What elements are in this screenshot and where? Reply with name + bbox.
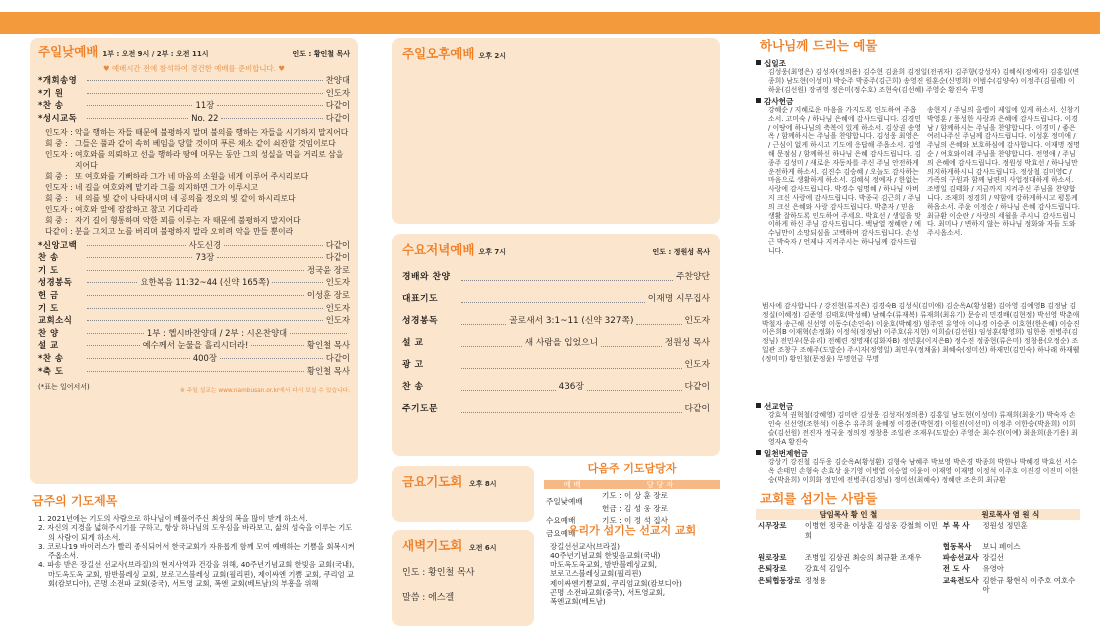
order-detail: 11장 (195, 100, 215, 111)
order-detail: 요한복음 11:32~44 (신약 165쪽) (140, 277, 270, 288)
dot-leader (87, 270, 304, 271)
servant-row (756, 563, 1080, 574)
sunday-morning-title: 주일낮예배 (38, 44, 99, 59)
dot-leader (587, 390, 682, 391)
next-week-service: 수요예배 (546, 516, 576, 526)
dot-leader (87, 345, 140, 346)
servant-names (803, 541, 941, 552)
mission-item: 제이싸엔기쁨교회, 쿠리엄교회(캄보디아) (550, 578, 682, 588)
senior-pastor: 담임목사 황 인 철 (819, 510, 878, 520)
servant-role: 시무장로 (758, 521, 787, 531)
left-column (30, 38, 358, 590)
dawn-word: 말씀 : 에스겔 (402, 592, 455, 603)
order-label: *찬 송 (38, 100, 64, 111)
order-row (38, 88, 350, 101)
servant-names: 보니 페이스 (982, 541, 1021, 551)
dawn-time: 오전 6시 (468, 544, 497, 552)
order-detail: 사도신경 (188, 239, 222, 250)
order-detail: No. 22 (191, 113, 219, 124)
order-row (38, 290, 350, 303)
order-person: 다같이 (325, 252, 350, 263)
mission-heading: 선교헌금 (756, 402, 1080, 411)
order-person: 다같이 (325, 113, 350, 124)
dot-leader (87, 320, 323, 321)
order-row (38, 328, 350, 341)
order-person: 주찬양단 (676, 271, 710, 282)
standing-note: (*표는 일어서서) (38, 383, 90, 392)
right-column (756, 38, 1080, 598)
dot-leader (87, 80, 323, 81)
order-row (38, 340, 350, 353)
order-label: 찬 송 (402, 381, 424, 392)
order-row (38, 240, 350, 253)
dot-leader (461, 324, 506, 325)
thanks-heading: 감사헌금 (756, 97, 1080, 106)
responsive-speaker: 회 중 : (45, 138, 68, 148)
thanks-extra: 범사에 감사합니다 / 강진현(류지은) 김경숙B 김성식(김미애) 김순옥A(황성환) 김아영 김예영B 김정남 김정실(이혜정) 김준영 김태호(박성혜) 남혜수(류재복) 류재희(최유기) 문승리 민경배(김현정) 박선영 박춘애 박철자 송근해 신선영 이동수(손인숙) 이윤호(박혜정) 엄주연 유영아 이나경 이승준 이호현(한은혜) 이승진 이은희B 이재혁(손정화) 이정석(정정남) 이주호(유지현) 이희슬(김선원) 임성훈(황영희) 임한용 전병주(김정님) 전민우(문유리) 전혜련 정명재(김화자B) 정민훈(이지은B) 정수진 정종현(류은미) 정창용(오정순) 조일관 조창구 조해주(도말순) 주시자(정영일) 최민우(정채울) 최혜숙(정미선) 하재민(김민숙) 하나래 하재웰(정미미) 황인철(문정윤) 무명헌금 무명 (762, 301, 1080, 363)
order-person: 인도자 (325, 277, 350, 288)
next-week-person: 기도 : 이 정 석 집사 (602, 516, 668, 526)
order-label: 성경봉독 (402, 315, 438, 326)
servant-names: 조병일 김상권 최승의 최규환 조재우 (804, 553, 922, 563)
servant-role: 은퇴장로 (758, 564, 787, 574)
dot-leader (87, 295, 304, 296)
missionaries-title: 우리가 섬기는 선교지 교회 (567, 524, 697, 537)
dawn-leader: 인도 : 황인철 목사 (402, 567, 475, 578)
order-label: 찬 양 (38, 327, 59, 338)
dawn-title: 새벽기도회 (402, 538, 463, 553)
next-week-head-service: 예 배 (563, 479, 581, 489)
sunday-morning-box (30, 38, 358, 484)
order-row (402, 266, 710, 288)
responsive-text: 악을 행하는 자들 때문에 불평하지 말며 불의를 행하는 자들을 시기하지 말지어다 (75, 127, 349, 137)
dot-leader (461, 412, 682, 413)
next-week-person: 기도 : 이 상 훈 장로 (602, 491, 668, 501)
servant-row (756, 575, 1080, 596)
order-row (402, 354, 710, 376)
responsive-text: 여호와 앞에 잠잠하고 참고 기다리라 (75, 204, 198, 214)
wednesday-order (402, 266, 710, 420)
order-row (38, 353, 350, 366)
order-label: 대표기도 (402, 293, 438, 304)
sunday-morning-leader: 인도 : 황인철 목사 (292, 50, 350, 58)
order-row (38, 366, 350, 379)
order-label: 광 고 (402, 359, 424, 370)
order-label: *개회송영 (38, 75, 78, 86)
order-person: 인도자 (684, 359, 710, 370)
responsive-speaker: 회 중 : (45, 171, 68, 181)
order-person: 이재명 시무집사 (647, 293, 710, 304)
responsive-speaker: 인도자 : (45, 182, 73, 192)
order-detail: 예수께서 눈물을 흘리시더라! (142, 340, 249, 351)
header-bar (0, 12, 1100, 34)
order-label: 찬 송 (38, 252, 59, 263)
responsive-speaker: 인도자 : (45, 204, 73, 214)
order-row (402, 288, 710, 310)
dot-leader (220, 358, 323, 359)
order-row (38, 113, 350, 126)
sunday-afternoon-time: 오후 2시 (478, 52, 507, 60)
responsive-line (45, 127, 350, 138)
dot-leader (272, 282, 322, 283)
servant-names: 장길선 (982, 553, 1004, 563)
mission-item: 마도옥도옥교회, 밤반블레싱교회, (550, 560, 658, 570)
order-label: *찬 송 (38, 352, 64, 363)
order-label: 설 교 (402, 337, 424, 348)
order-detail: 새 사람을 입었으니 (524, 337, 599, 348)
prayer-item: 2. 자신의 지경을 넓혀주시기를 구하고, 항상 하나님의 도우심을 바라보고, 삶의 성숙을 이루는 기도의 사람이 되게 하소서. (38, 523, 353, 542)
order-person: 다같이 (325, 100, 350, 111)
wednesday-leader: 인도 : 정원성 목사 (652, 248, 710, 256)
prayer-item: 1. 2021년에는 기도의 사람으로 하나님이 베풀어주신 최상의 복을 많이 받게 하소서. (38, 514, 308, 523)
servant-role: 전 도 사 (942, 564, 970, 574)
order-label: 기 도 (38, 264, 59, 275)
order-person: 인도자 (325, 302, 350, 313)
dot-leader (87, 245, 186, 246)
wednesday-time: 오후 7시 (478, 248, 507, 256)
responsive-text: 네 의를 빛 같이 나타내시며 네 공의를 정오의 빛 같이 하시리로다 (75, 193, 296, 203)
responsive-text: 그들은 풀과 같이 속히 베임을 당할 것이며 푸른 채소 같이 쇠잔할 것임이로다 (75, 138, 336, 148)
responsive-line (45, 149, 350, 171)
servant-names: 이병헌 정국윤 이상훈 김성웅 강철희 이민희 (804, 521, 938, 540)
middle-column (392, 38, 720, 606)
mission-item: 보로고스블레싱교회(필리핀) (550, 569, 642, 579)
next-week-title: 다음주 기도담당자 (587, 462, 677, 475)
servant-role (756, 541, 803, 552)
offerings-title: 하나님께 드리는 예물 (760, 38, 878, 53)
dot-leader (224, 245, 323, 246)
emeritus-pastor: 원로목사 염 원 식 (981, 510, 1040, 520)
dot-leader (601, 346, 662, 347)
mission-item: 곤명 소전파교회(중국), 서트영교회, (550, 587, 666, 597)
order-row (38, 265, 350, 278)
sunday-morning-times: 1부 : 오전 9시 / 2부 : 오전 11시 (102, 50, 209, 58)
responsive-line (45, 138, 350, 149)
prayer-topics-section (30, 494, 358, 588)
order-person: 다같이 (684, 381, 710, 392)
dot-leader (87, 118, 188, 119)
order-row (38, 315, 350, 328)
responsive-text: 여호와를 의뢰하고 선을 행하라 땅에 머무는 동안 그의 성실을 먹을 거리로 삼을지어다 (75, 149, 344, 170)
sunday-afternoon-title: 주일오후예배 (402, 46, 475, 61)
mission-item: 폭엔교회(베트남) (550, 596, 606, 606)
friday-time: 오후 8시 (468, 480, 497, 488)
order-detail: 400장 (192, 352, 217, 363)
order-person: 정원성 목사 (664, 337, 710, 348)
dot-leader (461, 346, 522, 347)
dot-leader (461, 280, 673, 281)
sunday-afternoon-box (392, 38, 720, 224)
missionaries-list (544, 542, 720, 606)
servant-names: 김한규 황현식 이주호 여호수아 (982, 575, 1076, 594)
servant-names: 정원성 정민훈 (982, 521, 1028, 531)
order-row (402, 332, 710, 354)
dot-leader (87, 257, 192, 258)
dot-leader (87, 105, 192, 106)
servants-title: 교회를 섬기는 사람들 (760, 490, 878, 506)
servant-role: 교육전도사 (942, 575, 979, 585)
prayer-item: 3. 코로나19 바이러스가 빨리 종식되어서 한국교회가 자유롭게 함께 모여 예배하는 기쁨을 회복시켜 주옵소서. (38, 541, 355, 561)
friday-box (392, 466, 534, 522)
order-person: 황인철 목사 (306, 365, 350, 376)
order-row (38, 252, 350, 265)
dot-leader (290, 333, 347, 334)
thanks-left: 강혜순 / 지혜로운 마음을 가지도록 인도하여 주옵소서. 고미숙 / 하나님 은혜에 감사드립니다. 김경민 / 이땅에 하나님의 축복이 있게 하소서. 김상권 송영옥 / 함께하시는 주님을 찬양합니다. 김성웅 최영은 / 근심이 없게 하시고 기도에 응답해 주옵소서. 김영해 문점심 / 함께하신 하나님 은혜 감사드립니다. 김종주 김성미 / 새로운 자동차를 주신 주님 안전하게 운전하게 하소서. 김진수 김승혜 / 오늘도 감사하는 마음으로 생활하게 하소서. 김혜식 정예자 / 한없는 사랑에 감사드립니다. 박경수 임명혜 / 하나님 아버지 크신 사랑에 감사드립니다. 박종국 김근희 / 주님의 크신 은혜와 사랑 감사드립니다. 박춘자 / 믿음 생활 잘하도록 인도하여 주세요. 박효선 / 생일을 맞이하게 하신 주님 감사드립니다. 백남열 정혜란 / 예수님만이 소망되심을 고백하며 감사드립니다. 손성근 박숙자 / 언제나 지켜주시는 하나님께 감사드립니다. (768, 105, 921, 255)
order-row (38, 100, 350, 113)
order-person: 이성훈 장로 (306, 290, 350, 300)
order-person: 다같이 (325, 239, 350, 250)
order-person: 인도자 (325, 315, 350, 326)
order-detail: 1부 : 헵시바찬양대 / 2부 : 시온찬양대 (146, 327, 288, 338)
wednesday-box (392, 234, 720, 456)
servant-row (756, 520, 1080, 541)
thanks-columns (756, 106, 1080, 302)
servants-table (756, 509, 1080, 595)
responsive-line (45, 215, 350, 226)
servant-role: 협동목사 (942, 541, 972, 551)
tithe-names: 김성웅(최영은) 김성자(정의용) 김수현 김윤희 김정일(전귀자) 김주향(강성자) 김혜식(정예자) 김홍일(변종희) 남도현(이성미) 박순주 박종주(김근희) 송영진 원훈순(신명희) 이범수(김양숙) 이정주(김필례) 이하윤(김선원) 장귀영 정은미(정수호) 조현숙(김선혜) 주영순 황진숙 무명 (768, 68, 1080, 94)
dot-leader (87, 333, 144, 334)
thanks-right: 송현지 / 주님의 올렙이 제일에 있게 하소서. 신창기 박영훈 / 풍성한 사랑과 은혜에 감사드립니다. 이경남 / 함께하시는 주님을 찬양합니다. 이경미 / 좋은 여러나주신 주님께 감사드립니다. 이성훈 정미애 / 주님의 은혜와 보호하심에 감사합니다. 이재명 정명순 / 여호와이레 주님을 찬양합니다. 전영애 / 주님의 은혜에 감사드립니다. 정원성 박효선 / 하나님만 의지하게하시니 감사드립니다. 정상철 김미영C / 가족의 구원과 함께 남편의 사업정대하게 하소서. 조병일 김태화 / 지금까지 지켜주신 주님을 찬양합니다. 조재희 정경희 / 약함에 강하게하시고 평통케하옵소서. 주윤 이정순 / 하나님 은혜 감사드립니다. 최규환 이순란 / 사랑의 세월을 주시니 감사드립니다. 최미나 / 변하지 않는 하나님 정화와 자들 도와주시옵소서. (927, 105, 1080, 238)
prayer-item: 4. 파송 받은 장길선 선교사(브라질)의 현지사역과 건강을 위해, 40주년기념교회 한빛음 교회(국내), 마도옥도옥 교회, 밤반블레싱 교회, 보로고스블레싱 교회(필리핀), 제이싸엔 기쁨 교회, 쿠리엄 교회(캄보디아), 곤명 소전파 교회(중국), 서트영 교회, 폭엔 교회(베트남)의 부흥을 위해 (38, 560, 355, 589)
dot-leader (217, 257, 322, 258)
sermon-web-note[interactable]: ※ 주일 설교는 www.nambusan.or.kr에서 다시 보실 수 있습니다. (179, 387, 350, 394)
dot-leader (87, 308, 323, 309)
order-row (402, 376, 710, 398)
wednesday-title: 수요저녁예배 (402, 242, 475, 257)
dot-leader (461, 390, 556, 391)
responsive-text: 자기 길이 형통하며 악한 꾀를 이루는 자 때문에 불평하지 말지어다 (75, 215, 301, 225)
order-row (402, 398, 710, 420)
responsive-line (45, 204, 350, 215)
order-list-1 (38, 75, 350, 125)
order-label: 헌 금 (38, 290, 59, 300)
order-label: *축 도 (38, 365, 64, 376)
order-label: *성시교독 (38, 113, 78, 124)
friday-title: 금요기도회 (402, 474, 463, 489)
responsive-speaker: 인도자 : (45, 127, 73, 137)
order-label: 경배와 찬양 (402, 271, 451, 282)
servant-row (756, 552, 1080, 563)
servant-names: 정청용 (804, 575, 827, 585)
order-row (38, 303, 350, 316)
responsive-line (45, 226, 350, 237)
order-label: 기 도 (38, 302, 59, 313)
prayer-topics-list (30, 514, 358, 588)
order-row (38, 277, 350, 290)
next-week-head-person: 담 당 자 (646, 479, 674, 489)
order-label: 설 교 (38, 340, 59, 351)
responsive-text: 또 여호와를 기뻐하라 그가 네 마음의 소원을 네게 이루어 주시리로다 (75, 171, 309, 181)
missionaries-section (544, 524, 720, 606)
order-person: 인도자 (325, 87, 350, 98)
responsive-reading (38, 127, 350, 237)
mission-item: 장길선선교사(브라질) (550, 541, 621, 551)
responsive-text: 네 길을 여호와께 맡기라 그를 의지하면 그가 이루시고 (75, 182, 259, 192)
servant-row (756, 541, 1080, 552)
mission-item: 40주년기념교회 한빛음교회(국내) (550, 550, 661, 560)
order-person: 정국윤 장로 (306, 264, 350, 275)
dot-leader (221, 118, 322, 119)
responsive-speaker: 회 중 : (45, 193, 68, 203)
tithe-heading: 십일조 (756, 59, 1080, 68)
servant-role: 원로장로 (758, 553, 787, 563)
dot-leader (87, 282, 137, 283)
dawn-box (392, 530, 534, 626)
next-week-service: 금요예배 (546, 528, 576, 538)
responsive-speaker: 회 중 : (45, 215, 68, 225)
order-row (402, 310, 710, 332)
order-label: 주기도문 (402, 403, 438, 414)
relief-names: 강상기 강진철 김두웅 김순옥A(황성환) 김형숙 남혜주 박보영 박은경 박종희 박한나 박혜경 박효선 서수옥 손태민 손형숙 손효상 윤기영 이병엽 이승열 이윤이 이재영 이재명 이정석 이주호 이진경 이진미 이한승(박윤희) 이희화 정민에 전병주(김정님) 정미선(최혜숙) 정혜란 조은희 최규환 (768, 458, 1079, 484)
servant-names: 강효석 김일수 (804, 564, 851, 574)
dot-leader (87, 358, 190, 359)
dot-leader (217, 105, 322, 106)
dot-leader (461, 368, 682, 369)
order-person: 다같이 (325, 352, 350, 363)
servant-role: 은퇴협동장로 (758, 575, 801, 585)
dot-leader (87, 93, 323, 94)
servant-role: 파송선교사 (942, 553, 979, 563)
next-week-person: 헌금 : 김 성 웅 장로 (602, 503, 668, 513)
order-label: 교회소식 (38, 315, 73, 326)
order-detail: 436장 (558, 381, 584, 392)
responsive-line (45, 193, 350, 204)
order-list-2 (38, 240, 350, 379)
order-detail: 73장 (195, 252, 215, 263)
order-person: 찬양대 (325, 75, 350, 86)
order-person: 다같이 (684, 403, 710, 414)
dot-leader (636, 324, 681, 325)
order-label: *기 원 (38, 87, 64, 98)
next-week-service: 주일낮예배 (546, 497, 583, 507)
worship-notice: ♥ 예배시간 전에 참석하여 경건한 예배를 준비합니다. ♥ (103, 64, 285, 73)
relief-heading: 일천번제헌금 (756, 449, 1080, 458)
order-person: 황인철 목사 (306, 340, 350, 351)
responsive-line (45, 171, 350, 182)
dot-leader (251, 345, 304, 346)
responsive-speaker: 다같이 : (45, 226, 73, 236)
servant-role: 부 목 사 (942, 521, 970, 531)
mission-names: 강효석 권혁철(강혜영) 김미란 김성웅 김성자(정의용) 김홍일 남도현(이성미) 류재희(최윤기) 박숙자 손인숙 신선영(조한석) 이용수 유주희 윤혜정 이경준(박현경) 이원진(이선미) 이정주 이한승(박윤희) 이희슬(김선원) 전진자 정국윤 정의정 정창용 조일관 조재우(도말순) 주영순 최수진(이예) 최윤희(윤기용) 최영자A 황진숙 (768, 411, 1078, 446)
order-row (38, 75, 350, 88)
order-label: *신앙고백 (38, 239, 78, 250)
dot-leader (461, 302, 645, 303)
order-label: 성경봉독 (38, 277, 73, 288)
order-detail: 골로새서 3:1~11 (신약 327쪽) (509, 315, 634, 326)
servant-names: 유영아 (982, 564, 1004, 574)
order-person: 인도자 (684, 315, 710, 326)
responsive-speaker: 인도자 : (45, 149, 73, 159)
prayer-topics-title: 금주의 기도제목 (32, 494, 118, 508)
responsive-line (45, 182, 350, 193)
dot-leader (87, 371, 304, 372)
responsive-text: 분을 그치고 노를 버리며 불평하지 말라 오히려 악을 만들 뿐이라 (75, 226, 294, 236)
